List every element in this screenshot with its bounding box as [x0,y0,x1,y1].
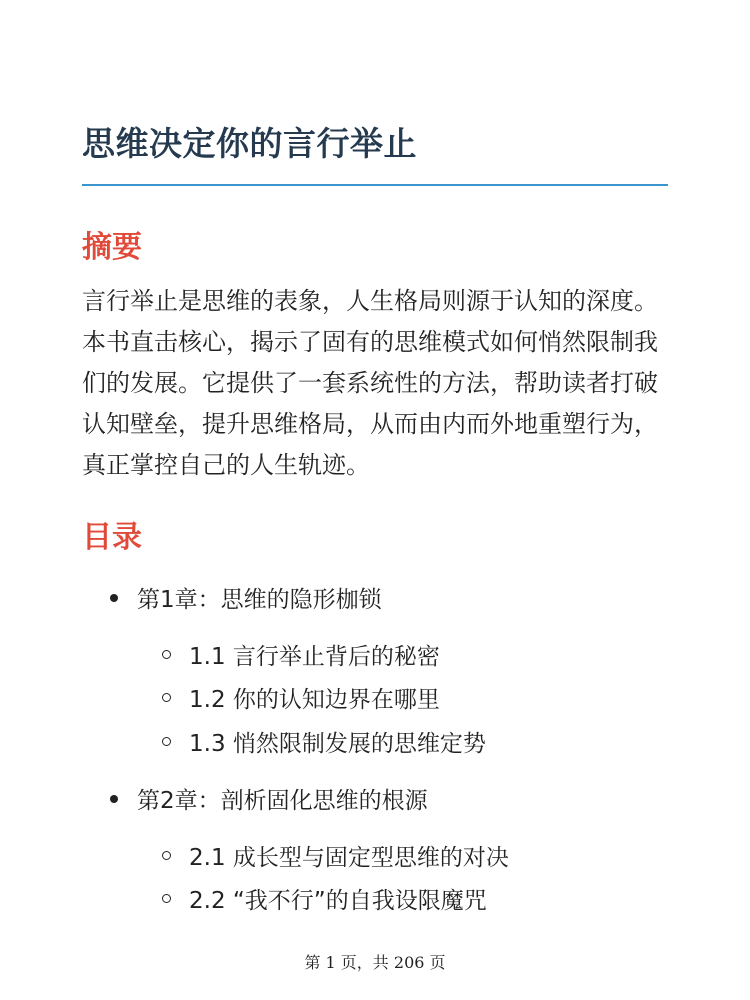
bullet-circle-icon [162,851,171,860]
page-title: 思维决定你的言行举止 [82,124,417,163]
toc-chapter-label: 第2章：剖析固化思维的根源 [137,788,428,814]
toc-chapter-1 [110,581,382,614]
toc-chapter-label: 第1章：思维的隐形枷锁 [137,587,382,613]
bullet-circle-icon [162,693,171,702]
bullet-dot-icon [110,594,118,602]
title-divider [82,184,668,186]
abstract-heading: 摘要 [82,230,142,265]
toc-section-1-1 [162,638,440,671]
toc-section-label: 1.2 你的认知边界在哪里 [189,687,440,713]
toc-chapter-2 [110,782,428,815]
toc-section-label: 1.3 悄然限制发展的思维定势 [189,731,486,757]
toc-section-label: 2.1 成长型与固定型思维的对决 [189,845,509,871]
toc-section-label: 2.2 “我不行”的自我设限魔咒 [189,888,487,914]
toc-section-2-1 [162,839,509,872]
bullet-circle-icon [162,737,171,746]
abstract-text: 言行举止是思维的表象，人生格局则源于认知的深度。本书直击核心，揭示了固有的思维模式如何悄然限制我们的发展。它提供了一套系统性的方法，帮助读者打破认知壁垒，提升思维格局，从而由内而外地重塑行为，真正掌控自己的人生轨迹。 [82,287,658,479]
toc-section-label: 1.1 言行举止背后的秘密 [189,644,440,670]
toc-section-1-3 [162,725,486,758]
toc-section-2-2 [162,882,487,915]
toc-section-1-2 [162,681,440,714]
bullet-dot-icon [110,795,118,803]
page-number: 第 1 页，共 206 页 [304,953,446,972]
bullet-circle-icon [162,894,171,903]
toc-heading: 目录 [82,520,142,555]
bullet-circle-icon [162,650,171,659]
